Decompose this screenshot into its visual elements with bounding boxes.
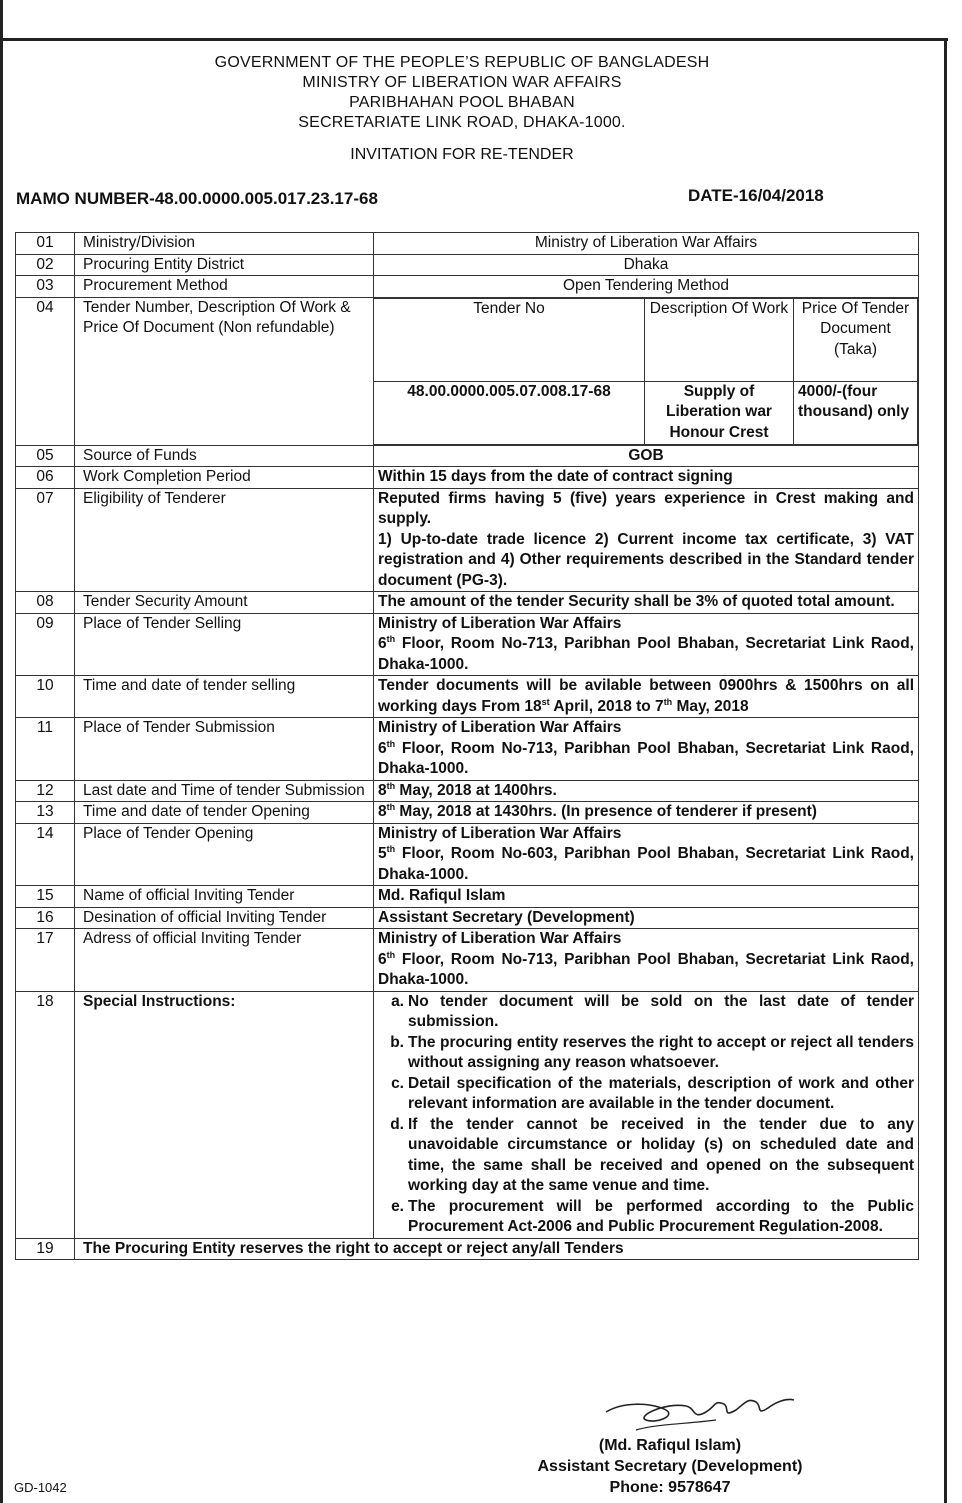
row-value: The Procuring Entity reserves the right to accept or reject any/all Tenders — [75, 1238, 919, 1260]
list-item: a. No tender document will be sold on the last date of tender submission. — [391, 992, 914, 1030]
address-ministry: Ministry of Liberation War Affairs — [378, 614, 622, 632]
letterhead — [0, 53, 924, 133]
row-value — [374, 929, 919, 992]
row-number: 06 — [16, 467, 75, 489]
row-label: Tender Number, Description Of Work & Price Of Document (Non refundable) — [75, 297, 374, 445]
row-label: Tender Security Amount — [75, 592, 374, 614]
list-item: e. The procurement will be performed according to the Public Procurement Act-2006 and Public Procurement Regulation-2008. — [391, 1197, 914, 1235]
row-number: 15 — [16, 886, 75, 908]
row-number: 12 — [16, 780, 75, 802]
row-number: 13 — [16, 802, 75, 824]
row-number: 07 — [16, 488, 75, 592]
row-label: Name of official Inviting Tender — [75, 886, 374, 908]
page-border-left — [0, 0, 3, 1503]
special-instructions — [374, 991, 919, 1238]
row-label: Ministry/Division — [75, 233, 374, 255]
table-row — [16, 613, 919, 676]
row-value: Dhaka — [374, 254, 919, 276]
work-description: Supply of Liberation war Honour Crest — [645, 381, 794, 444]
memo-number: MAMO NUMBER-48.00.0000.005.017.23.17-68 — [16, 189, 378, 208]
row-value — [374, 488, 919, 592]
address-ministry: Ministry of Liberation War Affairs — [378, 719, 622, 736]
document-date: DATE-16/04/2018 — [688, 186, 824, 205]
address-line: SECRETARIATE LINK ROAD, DHAKA-1000. — [298, 114, 626, 131]
address-ministry: Ministry of Liberation War Affairs — [378, 824, 622, 842]
table-row — [16, 929, 919, 992]
row-number: 02 — [16, 254, 75, 276]
table-row — [16, 233, 919, 255]
row-value: 8th May, 2018 at 1430hrs. (In presence of tenderer if present) — [374, 802, 919, 824]
signatory-phone: Phone: 9578647 — [609, 1479, 731, 1496]
table-row — [16, 276, 919, 298]
table-row — [16, 886, 919, 908]
eligibility-text: Reputed firms having 5 (five) years experience in Crest making and supply. — [378, 489, 914, 527]
row-number: 05 — [16, 445, 75, 467]
row-number: 03 — [16, 276, 75, 298]
address-detail: 6th Floor, Room No-713, Paribhan Pool Bhaban, Secretariat Link Raod, Dhaka-1000. — [378, 738, 914, 777]
row-value: GOB — [374, 445, 919, 467]
document-title: INVITATION FOR RE-TENDER — [350, 146, 574, 163]
row-label: Work Completion Period — [75, 467, 374, 489]
ministry-line: MINISTRY OF LIBERATION WAR AFFAIRS — [302, 74, 622, 91]
row-number: 17 — [16, 929, 75, 992]
row-label: Time and date of tender Opening — [75, 802, 374, 824]
row-label: Place of Tender Submission — [75, 718, 374, 781]
row-number: 14 — [16, 823, 75, 886]
row-number: 01 — [16, 233, 75, 255]
row-value — [374, 823, 919, 886]
row-label: Place of Tender Opening — [75, 823, 374, 886]
table-row — [16, 297, 919, 445]
row-value — [374, 718, 919, 781]
row-label: Eligibility of Tenderer — [75, 488, 374, 592]
table-row — [16, 1238, 919, 1260]
row-label: Special Instructions: — [75, 991, 374, 1238]
row-label: Procuring Entity District — [75, 254, 374, 276]
row-number: 09 — [16, 613, 75, 676]
row-value: Tender documents will be avilable between 0900hrs & 1500hrs on all working days From 18st April, 2018 to 7th May, 2018 — [374, 676, 919, 718]
row-value: Ministry of Liberation War Affairs — [374, 233, 919, 255]
table-row — [16, 254, 919, 276]
instruction-list — [378, 992, 914, 1238]
row-number: 08 — [16, 592, 75, 614]
table-row — [16, 467, 919, 489]
tender-table — [15, 232, 919, 1260]
list-item: d. If the tender cannot be received in the tender due to any unavoidable circumstance or holiday (s) on scheduled date and time, the same shall be received and opened on the subsequent working day at the same venue and time. — [390, 1115, 914, 1194]
page-border-top — [0, 38, 948, 41]
row-label: Adress of official Inviting Tender — [75, 929, 374, 992]
row-number: 18 — [16, 991, 75, 1238]
signature-scribble — [596, 1390, 806, 1438]
table-row — [16, 592, 919, 614]
table-row — [16, 488, 919, 592]
row-value — [374, 613, 919, 676]
table-row — [16, 445, 919, 467]
row-value: Assistant Secretary (Development) — [374, 907, 919, 929]
table-row — [16, 676, 919, 718]
row-label: Place of Tender Selling — [75, 613, 374, 676]
row-number: 19 — [16, 1238, 75, 1260]
row-value: The amount of the tender Security shall be 3% of quoted total amount. — [374, 592, 919, 614]
tender-number: 48.00.0000.005.07.008.17-68 — [374, 381, 645, 444]
footer-code: GD-1042 — [14, 1480, 67, 1495]
header-description: Description Of Work — [645, 298, 794, 381]
row-number: 04 — [16, 297, 75, 445]
tender-details-cell — [374, 297, 919, 445]
row-label: Source of Funds — [75, 445, 374, 467]
eligibility-requirements: 1) Up-to-date trade licence 2) Current income tax certificate, 3) VAT registration and 4) Other requirements described in the Standard tender document (PG-3). — [378, 530, 914, 589]
list-item: b. The procuring entity reserves the right to accept or reject all tenders without assigning any reason whatsoever. — [390, 1033, 914, 1071]
row-value: 8th May, 2018 at 1400hrs. — [374, 780, 919, 802]
signature-block — [500, 1435, 840, 1498]
header-price: Price Of Tender Document (Taka) — [794, 298, 918, 381]
signatory-name: (Md. Rafiqul Islam) — [598, 1437, 742, 1454]
table-row — [16, 907, 919, 929]
row-label: Desination of official Inviting Tender — [75, 907, 374, 929]
row-number: 16 — [16, 907, 75, 929]
table-row — [16, 780, 919, 802]
building-line: PARIBHAHAN POOL BHABAN — [349, 94, 575, 111]
address-detail: 6th Floor, Room No-713, Paribhan Pool Bhaban, Secretariat Link Raod, Dhaka-1000. — [378, 949, 914, 988]
address-detail: 6th Floor, Room No-713, Paribhan Pool Bhaban, Secretariat Link Raod, Dhaka-1000. — [378, 633, 914, 673]
row-label: Last date and Time of tender Submission — [75, 780, 374, 802]
signatory-designation: Assistant Secretary (Development) — [537, 1458, 803, 1475]
table-row — [16, 802, 919, 824]
row-number: 10 — [16, 676, 75, 718]
page-border-right — [944, 38, 947, 1503]
row-number: 11 — [16, 718, 75, 781]
row-value: Open Tendering Method — [374, 276, 919, 298]
tender-details-table — [374, 298, 918, 445]
list-item: c. Detail specification of the materials, description of work and other relevant information are available in the tender document. — [391, 1074, 914, 1112]
document-price: 4000/-(four thousand) only — [794, 381, 918, 444]
table-row — [16, 991, 919, 1238]
row-label: Procurement Method — [75, 276, 374, 298]
address-ministry: Ministry of Liberation War Affairs — [378, 930, 622, 947]
row-label: Time and date of tender selling — [75, 676, 374, 718]
govt-line: GOVERNMENT OF THE PEOPLE’S REPUBLIC OF BANGLADESH — [214, 54, 710, 71]
row-value: Md. Rafiqul Islam — [374, 886, 919, 908]
header-tender-no: Tender No — [374, 298, 645, 381]
row-value: Within 15 days from the date of contract signing — [374, 467, 919, 489]
table-row — [16, 718, 919, 781]
address-detail: 5th Floor, Room No-603, Paribhan Pool Bhaban, Secretariat Link Raod, Dhaka-1000. — [378, 843, 914, 883]
table-row — [16, 823, 919, 886]
